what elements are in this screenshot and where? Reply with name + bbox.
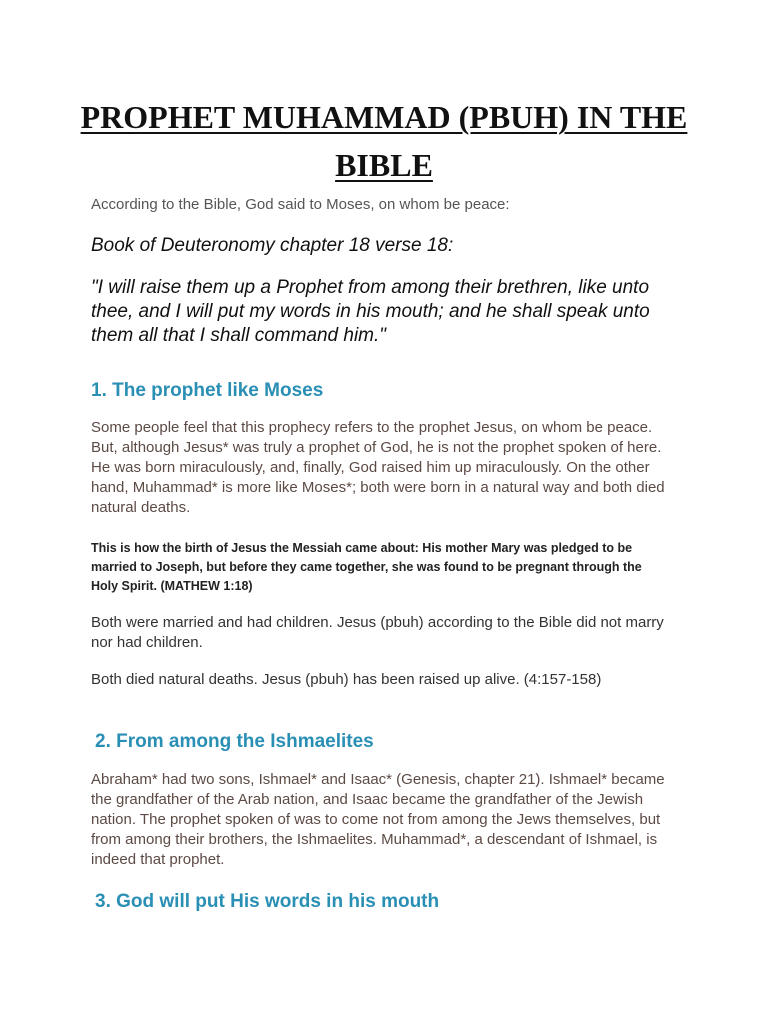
intro-text: According to the Bible, God said to Moses, on whom be peace: [91,196,510,213]
section-paragraph-prophet-like-moses: Some people feel that this prophecy refers to the prophet Jesus, on whom be peace. But, although Jesus* was truly a prophet of God, he is not the prophet spoken of here. He was born miraculously, and, finally, God raised him up miraculously. On the other hand, Muhammad* is more like Moses*; both were born in a natural way and both died natural deaths. [91,419,665,516]
section-heading-ishmaelites: 2. From among the Ishmaelites [95,731,374,752]
bible-quote: "I will raise them up a Prophet from among their brethren, like unto thee, and I will put my words in his mouth; and he shall speak unto them all that I shall command him." [91,277,650,346]
deaths-paragraph: Both died natural deaths. Jesus (pbuh) has been raised up alive. (4:157-158) [91,671,602,688]
page-title: PROPHET MUHAMMAD (PBUH) IN THE BIBLE [80,99,688,183]
section-heading-words-in-mouth: 3. God will put His words in his mouth [95,891,440,912]
matthew-verse: This is how the birth of Jesus the Messiah came about: His mother Mary was pledged to be married to Joseph, but before they came together, she was found to be pregnant through the Holy Spirit. (MATHEW 1:18) [91,541,642,593]
section-heading-prophet-like-moses: 1. The prophet like Moses [91,380,324,401]
book-reference: Book of Deuteronomy chapter 18 verse 18: [91,235,454,256]
married-paragraph: Both were married and had children. Jesus (pbuh) according to the Bible did not marry nor had children. [91,614,664,651]
section-paragraph-ishmaelites: Abraham* had two sons, Ishmael* and Isaac* (Genesis, chapter 21). Ishmael* became the grandfather of the Arab nation, and Isaac became the grandfather of the Jewish nation. The prophet spoken of was to come not from among the Jews themselves, but from among their brothers, the Ishmaelites. Muhammad*, a descendant of Ishmael, is indeed that prophet. [91,771,665,868]
